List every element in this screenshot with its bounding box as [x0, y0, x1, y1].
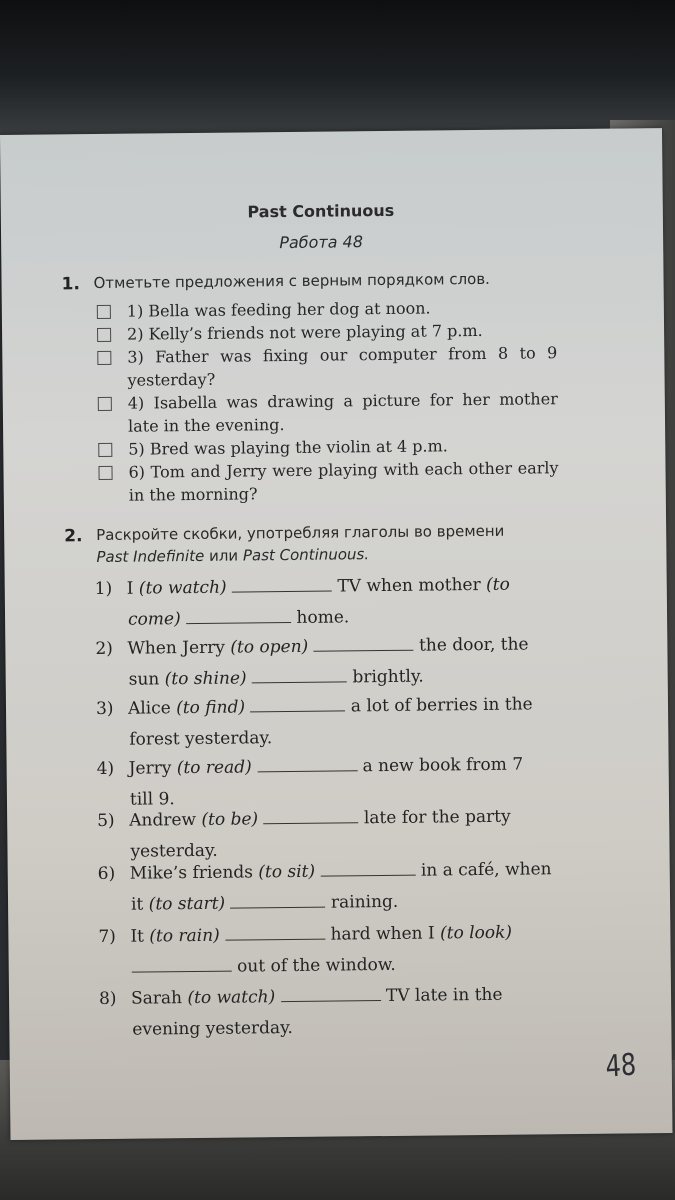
page-subtitle: Работа 48 [279, 232, 364, 253]
task1-option-text: 2) Kelly’s friends not were playing at 7 p.m. [126, 320, 483, 344]
answer-blank[interactable] [263, 808, 358, 824]
verb-hint: (to shine) [164, 668, 247, 690]
item-number: 8) [98, 988, 117, 1010]
exercise-item [99, 979, 600, 1046]
verb-hint: (to read) [176, 757, 252, 779]
exercise-item [95, 629, 596, 696]
item-text: Andrew [129, 809, 202, 831]
item-text: brightly. [346, 666, 424, 688]
item-number: 3) [95, 698, 114, 720]
item-text: the door, the [413, 634, 529, 656]
item-text: forest yesterday. [129, 728, 273, 750]
item-text: out of the window. [231, 954, 396, 977]
item-text: TV when mother [331, 574, 487, 597]
item-number: 1) [94, 578, 113, 600]
workbook-page [0, 128, 672, 1140]
item-text: Sarah [130, 988, 188, 1009]
verb-hint: (to open) [230, 636, 309, 658]
answer-blank[interactable] [186, 608, 291, 624]
verb-hint: (to start) [148, 893, 226, 915]
answer-blank[interactable] [225, 925, 325, 941]
exercise-item [98, 917, 599, 984]
answer-blank[interactable] [252, 667, 347, 683]
answer-blank[interactable] [232, 577, 332, 593]
answer-blank[interactable] [280, 986, 380, 1002]
task2-instruction-text: Раскройте скобки, употребляя глаголы во времени [96, 521, 505, 545]
item-text: Jerry [128, 758, 177, 779]
item-text: hard when I [325, 923, 441, 945]
task1-option-text: 6) Tom and Jerry were playing with each other early in the morning? [128, 458, 559, 505]
tense-name: Past Continuous. [242, 545, 370, 565]
item-text: a lot of berries in the [345, 694, 533, 717]
item-text: a new book from 7 [357, 754, 524, 777]
item-number: 7) [98, 926, 116, 948]
answer-blank[interactable] [257, 756, 357, 772]
item-number: 6) [97, 863, 116, 885]
item-text: raining. [325, 891, 399, 913]
item-text: yesterday. [130, 840, 218, 862]
checkbox-icon[interactable] [98, 443, 112, 457]
answer-blank[interactable] [314, 636, 414, 652]
item-text: home. [290, 607, 350, 628]
task2-instruction [96, 519, 596, 568]
task2-number: 2. [64, 526, 83, 547]
verb-hint: come) [127, 609, 181, 630]
item-text: Mike’s friends [129, 862, 259, 884]
answer-blank[interactable] [132, 957, 232, 973]
exercise-item [98, 854, 599, 921]
checkbox-icon[interactable] [97, 328, 111, 342]
item-text: sun [128, 669, 165, 690]
answer-blank[interactable] [230, 893, 325, 909]
checkbox-icon[interactable] [98, 466, 112, 480]
item-number: 4) [96, 758, 115, 780]
item-text: it [130, 894, 149, 915]
answer-blank[interactable] [320, 861, 415, 877]
checkbox-icon[interactable] [97, 305, 111, 319]
item-number: 5) [97, 810, 115, 832]
tense-name: Past Indefinite [96, 546, 205, 567]
verb-hint: (to sit) [258, 861, 316, 883]
task1-option[interactable] [98, 387, 558, 438]
verb-hint: (to [485, 574, 510, 595]
task2-instruction-conj: или [204, 546, 243, 565]
item-text: till 9. [129, 789, 175, 810]
background-top [0, 0, 675, 140]
verb-hint: (to rain) [149, 925, 220, 947]
verb-hint: (to be) [201, 809, 259, 830]
task1-option-text: 3) Father was fixing our computer from 8 to 9 yesterday? [127, 343, 558, 390]
task1-option[interactable] [97, 341, 557, 392]
item-text: evening yesterday. [132, 1017, 294, 1040]
task1-option[interactable] [98, 456, 558, 507]
page-title: Past Continuous [247, 200, 395, 222]
handwritten-page-number: 48 [604, 1047, 638, 1085]
verb-hint: (to look) [439, 922, 513, 944]
exercise-item [96, 689, 597, 756]
verb-hint: (to watch) [138, 577, 227, 599]
item-text: late for the party [358, 806, 511, 829]
exercise-item [95, 569, 596, 636]
task1-option-text: 4) Isabella was drawing a picture for her mother late in the evening. [127, 389, 558, 436]
task1-instruction: Отметьте предложения с верным порядком слов. [93, 269, 491, 293]
verb-hint: (to watch) [187, 987, 276, 1009]
verb-hint: (to find) [176, 697, 246, 719]
task1-option-text: 1) Bella was feeding her dog at noon. [126, 298, 431, 321]
item-text: Alice [127, 698, 177, 719]
task1-number: 1. [61, 274, 80, 295]
item-text: When Jerry [127, 637, 231, 659]
item-number: 2) [95, 638, 113, 660]
item-text: TV late in the [380, 984, 503, 1007]
item-text: It [130, 926, 150, 947]
checkbox-icon[interactable] [97, 351, 111, 365]
answer-blank[interactable] [250, 696, 345, 712]
item-text: I [126, 578, 139, 599]
checkbox-icon[interactable] [98, 397, 112, 411]
task1-option-text: 5) Bred was playing the violin at 4 p.m. [128, 436, 448, 459]
item-text: in a café, when [415, 859, 552, 881]
